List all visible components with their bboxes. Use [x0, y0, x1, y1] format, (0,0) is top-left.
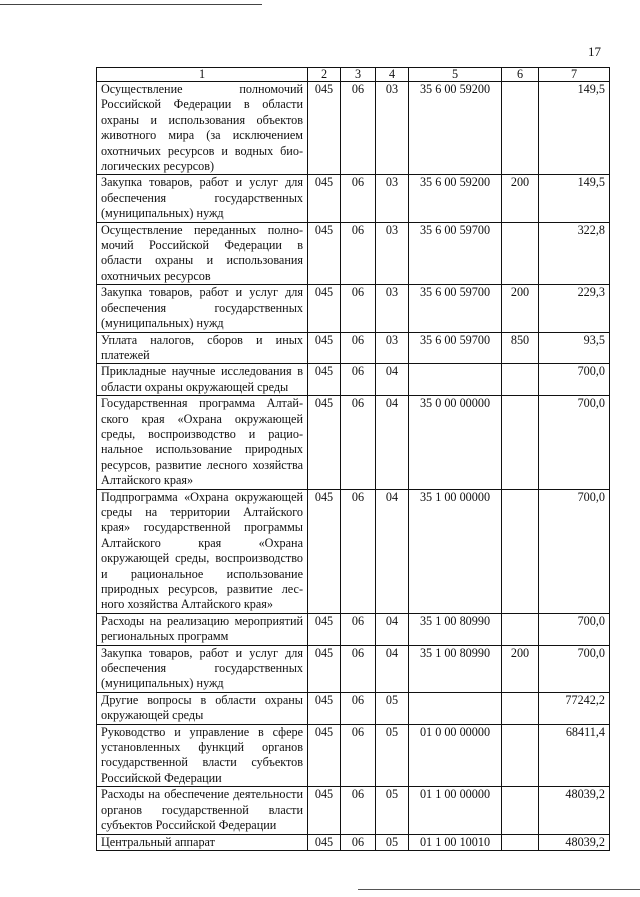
section-cell: 06 [341, 396, 376, 489]
expense-type-cell: 200 [502, 175, 539, 222]
subsection-cell: 03 [376, 175, 409, 222]
row-name-cell: Государственная программа Алтайского края «Охрана окружающей среды, воспроизводство и рациональное использование природных ресурсов, развитие лесного хозяйства Алтайского края» [97, 396, 308, 489]
column-header: 5 [409, 68, 502, 82]
column-header: 4 [376, 68, 409, 82]
admin-code-cell: 045 [308, 175, 341, 222]
target-article-cell: 35 6 00 59200 [409, 82, 502, 175]
table-row [97, 787, 610, 834]
expense-type-cell: 850 [502, 332, 539, 364]
subsection-cell: 04 [376, 613, 409, 645]
section-cell: 06 [341, 692, 376, 724]
subsection-cell: 04 [376, 645, 409, 692]
target-article-cell: 35 6 00 59200 [409, 175, 502, 222]
admin-code-cell: 045 [308, 724, 341, 787]
amount-cell: 700,0 [539, 396, 610, 489]
target-article-cell: 35 6 00 59700 [409, 285, 502, 332]
table-row [97, 489, 610, 613]
target-article-cell: 35 1 00 00000 [409, 489, 502, 613]
row-name-cell: Уплата налогов, сборов и иных платежей [97, 332, 308, 364]
column-header: 2 [308, 68, 341, 82]
bottom-rule [358, 889, 640, 890]
row-name-cell: Подпрограмма «Охрана окружающей среды на территории Алтайского края» государственной программы Алтайского края «Охрана окружающей среды, воспроизводство и рациональное использование природных ресурсов, развитие лесного хозяйства Алтайского края» [97, 489, 308, 613]
expense-type-cell [502, 787, 539, 834]
amount-cell: 77242,2 [539, 692, 610, 724]
admin-code-cell: 045 [308, 364, 341, 396]
admin-code-cell: 045 [308, 787, 341, 834]
table-body [97, 82, 610, 851]
row-name-cell: Расходы на обеспечение деятельности органов государственной власти субъектов Российской Федерации [97, 787, 308, 834]
target-article-cell: 35 1 00 80990 [409, 613, 502, 645]
section-cell: 06 [341, 724, 376, 787]
expense-type-cell: 200 [502, 645, 539, 692]
admin-code-cell: 045 [308, 489, 341, 613]
section-cell: 06 [341, 613, 376, 645]
target-article-cell: 01 0 00 00000 [409, 724, 502, 787]
admin-code-cell: 045 [308, 645, 341, 692]
admin-code-cell: 045 [308, 613, 341, 645]
subsection-cell: 03 [376, 82, 409, 175]
subsection-cell: 05 [376, 692, 409, 724]
expense-type-cell [502, 396, 539, 489]
amount-cell: 149,5 [539, 82, 610, 175]
page-number: 17 [588, 44, 601, 59]
table-row [97, 82, 610, 175]
table-row [97, 692, 610, 724]
row-name-cell: Расходы на реализацию мероприятий региональных программ [97, 613, 308, 645]
amount-cell: 48039,2 [539, 787, 610, 834]
section-cell: 06 [341, 285, 376, 332]
admin-code-cell: 045 [308, 222, 341, 285]
table-row [97, 724, 610, 787]
expense-type-cell [502, 692, 539, 724]
target-article-cell: 01 1 00 10010 [409, 834, 502, 850]
amount-cell: 700,0 [539, 364, 610, 396]
subsection-cell: 03 [376, 285, 409, 332]
row-name-cell: Другие вопросы в области охраны окружающей среды [97, 692, 308, 724]
admin-code-cell: 045 [308, 285, 341, 332]
section-cell: 06 [341, 645, 376, 692]
table-row [97, 332, 610, 364]
target-article-cell: 35 6 00 59700 [409, 332, 502, 364]
amount-cell: 48039,2 [539, 834, 610, 850]
section-cell: 06 [341, 787, 376, 834]
table-row [97, 175, 610, 222]
table-row [97, 645, 610, 692]
table-row [97, 364, 610, 396]
section-cell: 06 [341, 175, 376, 222]
section-cell: 06 [341, 489, 376, 613]
target-article-cell: 35 6 00 59700 [409, 222, 502, 285]
expense-type-cell [502, 364, 539, 396]
column-header: 3 [341, 68, 376, 82]
row-name-cell: Закупка товаров, работ и услуг для обеспечения государственных (муниципальных) нужд [97, 645, 308, 692]
subsection-cell: 04 [376, 364, 409, 396]
section-cell: 06 [341, 364, 376, 396]
expense-type-cell [502, 724, 539, 787]
expense-type-cell [502, 613, 539, 645]
target-article-cell [409, 364, 502, 396]
admin-code-cell: 045 [308, 82, 341, 175]
subsection-cell: 04 [376, 489, 409, 613]
subsection-cell: 05 [376, 834, 409, 850]
subsection-cell: 04 [376, 396, 409, 489]
subsection-cell: 05 [376, 787, 409, 834]
expense-type-cell [502, 222, 539, 285]
target-article-cell [409, 692, 502, 724]
expense-type-cell [502, 489, 539, 613]
row-name-cell: Осуществление полномочий Российской Федерации в области охраны и использования объектов животного мира (за исключением охотничьих ресурсов и водных биологических ресурсов) [97, 82, 308, 175]
admin-code-cell: 045 [308, 834, 341, 850]
section-cell: 06 [341, 222, 376, 285]
column-header: 7 [539, 68, 610, 82]
row-name-cell: Осуществление переданных полномочий Российской Федерации в области охраны и использования охотничьих ресурсов [97, 222, 308, 285]
subsection-cell: 03 [376, 332, 409, 364]
row-name-cell: Руководство и управление в сфере установленных функций органов государственной власти субъектов Российской Федерации [97, 724, 308, 787]
expense-type-cell [502, 82, 539, 175]
row-name-cell: Закупка товаров, работ и услуг для обеспечения государственных (муниципальных) нужд [97, 285, 308, 332]
top-rule [0, 4, 262, 5]
section-cell: 06 [341, 82, 376, 175]
table-row [97, 834, 610, 850]
expense-type-cell [502, 834, 539, 850]
target-article-cell: 35 1 00 80990 [409, 645, 502, 692]
amount-cell: 149,5 [539, 175, 610, 222]
amount-cell: 700,0 [539, 645, 610, 692]
row-name-cell: Центральный аппарат [97, 834, 308, 850]
table-row [97, 613, 610, 645]
section-cell: 06 [341, 332, 376, 364]
amount-cell: 229,3 [539, 285, 610, 332]
amount-cell: 700,0 [539, 613, 610, 645]
subsection-cell: 05 [376, 724, 409, 787]
admin-code-cell: 045 [308, 692, 341, 724]
amount-cell: 700,0 [539, 489, 610, 613]
row-name-cell: Прикладные научные исследования в области охраны окружающей среды [97, 364, 308, 396]
table-header-row [97, 68, 610, 82]
subsection-cell: 03 [376, 222, 409, 285]
row-name-cell: Закупка товаров, работ и услуг для обеспечения государственных (муниципальных) нужд [97, 175, 308, 222]
amount-cell: 68411,4 [539, 724, 610, 787]
section-cell: 06 [341, 834, 376, 850]
table-row [97, 222, 610, 285]
admin-code-cell: 045 [308, 332, 341, 364]
column-header: 1 [97, 68, 308, 82]
table-row [97, 396, 610, 489]
admin-code-cell: 045 [308, 396, 341, 489]
amount-cell: 322,8 [539, 222, 610, 285]
table-row [97, 285, 610, 332]
column-header: 6 [502, 68, 539, 82]
expense-type-cell: 200 [502, 285, 539, 332]
budget-table [96, 67, 610, 851]
amount-cell: 93,5 [539, 332, 610, 364]
target-article-cell: 01 1 00 00000 [409, 787, 502, 834]
target-article-cell: 35 0 00 00000 [409, 396, 502, 489]
